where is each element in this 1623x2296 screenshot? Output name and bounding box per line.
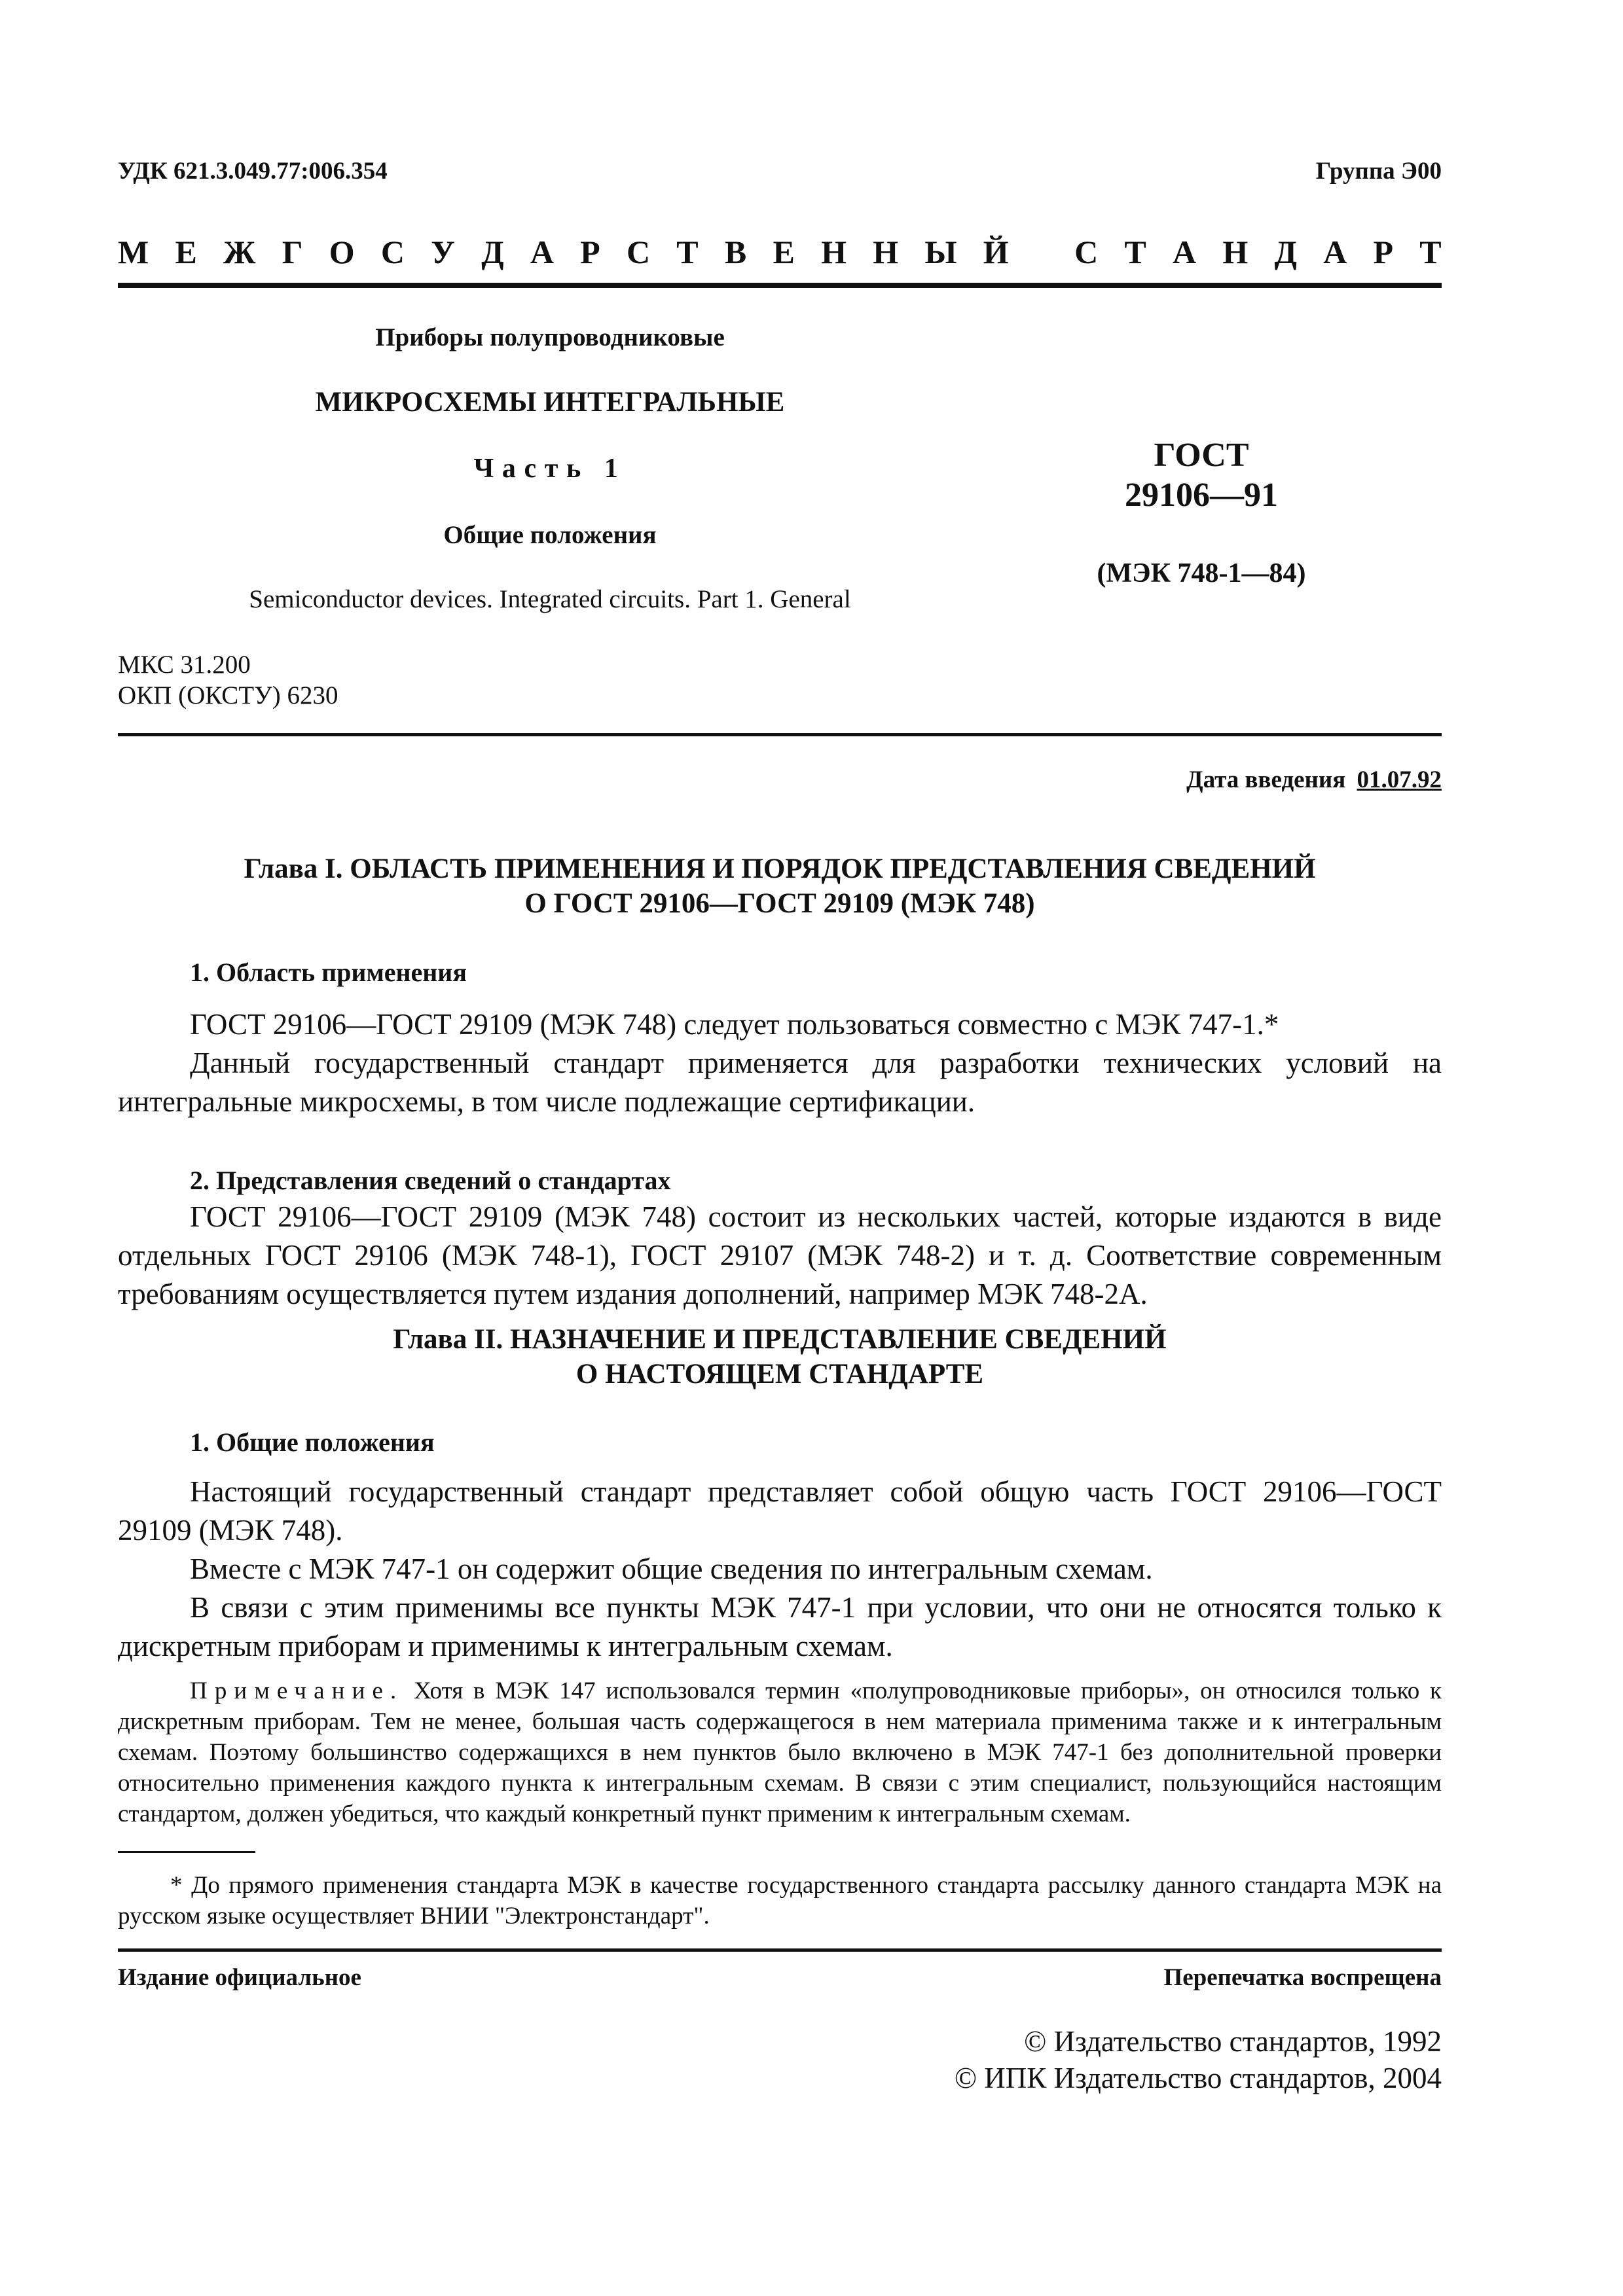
title-part: Часть 1 — [473, 454, 627, 484]
banner-letter: Й — [983, 234, 1009, 270]
title-line-4: Общие положения — [443, 521, 657, 549]
interstate-standard-banner — [118, 233, 1442, 272]
banner-letter: Р — [1373, 234, 1394, 270]
banner-letter: О — [329, 234, 355, 270]
banner-letter: А — [1323, 234, 1347, 270]
intro-date-label: Дата введения — [1186, 766, 1346, 793]
intro-date — [1186, 766, 1442, 794]
banner-letter: С — [626, 234, 651, 270]
banner-letter: Т — [1419, 234, 1442, 270]
banner-letter: Ж — [223, 234, 256, 270]
title-line-1: Приборы полупроводниковые — [375, 323, 725, 351]
okp-code: ОКП (ОКСТУ) 6230 — [118, 681, 338, 709]
reprint-prohibited: Перепечатка воспрещена — [1163, 1964, 1442, 1991]
banner-letter: В — [724, 234, 747, 270]
codes-rule — [118, 733, 1442, 736]
banner-letter: А — [1173, 234, 1197, 270]
edition-official: Издание официальное — [118, 1964, 361, 1991]
chapter2-title-line2: О НАСТОЯЩЕМ СТАНДАРТЕ — [575, 1359, 984, 1390]
chapter2-section1-heading: 1. Общие положения — [190, 1427, 435, 1457]
banner-letter: Ы — [924, 234, 957, 270]
chapter1-section2-heading: 2. Представления сведений о стандартах — [190, 1166, 671, 1195]
banner-letter: Н — [1222, 234, 1249, 270]
chapter1-title-line2: О ГОСТ 29106—ГОСТ 29109 (МЭК 748) — [524, 888, 1035, 919]
banner-letter: А — [530, 234, 554, 270]
note-text: Хотя в МЭК 147 использовался термин «полупроводниковые приборы», он относился только к дискретным приборам. Тем не менее, большая часть содержащегося в нем материала применима также и к интегральным схемам. Поэтому большинство содержащихся в нем пунктов было включено в МЭК 747-1 без дополнительной проверки относительно применения каждого пункта к интегральным схемам. В связи с этим специалист, пользующийся настоящим стандартом, должен убедиться, что каждый конкретный пункт применим к интегральным схемам. — [118, 1677, 1442, 1827]
banner-letter: Н — [873, 234, 899, 270]
note-label: Примечание. — [190, 1677, 404, 1704]
banner-letter: Т — [1124, 234, 1146, 270]
banner-letter: Т — [676, 234, 699, 270]
copyright-1992: © Издательство стандартов, 1992 — [1024, 2025, 1442, 2058]
chapter2-p2: Вместе с МЭК 747-1 он содержит общие сведения по интегральным схемам. — [190, 1552, 1153, 1585]
mks-code: МКС 31.200 — [118, 651, 251, 679]
footer-rule — [118, 1948, 1442, 1952]
chapter1-section2-p1: ГОСТ 29106—ГОСТ 29109 (МЭК 748) состоит из нескольких частей, которые издаются в виде отдельных ГОСТ 29106 (МЭК 748-1), ГОСТ 29107 (МЭК 748-2) и т. д. Соответствие современным требованиям осуществляется путем издания дополнений, например МЭК 748-2А. — [118, 1200, 1442, 1310]
gost-number: 29106—91 — [1125, 476, 1278, 514]
banner-letter: С — [380, 234, 405, 270]
udk-code: УДК 621.3.049.77:006.354 — [118, 158, 388, 185]
chapter1-section1-p2: Данный государственный стандарт применяется для разработки технических условий на интегральные микросхемы, в том числе подлежащие сертификации. — [118, 1047, 1442, 1118]
title-line-2: МИКРОСХЕМЫ ИНТЕГРАЛЬНЫЕ — [315, 387, 785, 418]
footnote-rule — [118, 1851, 255, 1853]
iec-designation: (МЭК 748-1—84) — [1097, 558, 1306, 588]
footnote: * До прямого применения стандарта МЭК в качестве государственного стандарта рассылку данного стандарта МЭК на русском языке осуществляет ВНИИ "Электронстандарт". — [118, 1872, 1442, 1929]
banner-letter: Д — [1274, 234, 1297, 270]
banner-letter: Р — [580, 234, 600, 270]
banner-letter: Е — [773, 234, 795, 270]
banner-letter: С — [1074, 234, 1099, 270]
group-code: Группа Э00 — [1315, 158, 1442, 185]
intro-date-value: 01.07.92 — [1357, 766, 1442, 793]
banner-letter: У — [431, 234, 455, 270]
chapter1-section1-p1: ГОСТ 29106—ГОСТ 29109 (МЭК 748) следует пользоваться совместно с МЭК 747-1.* — [190, 1008, 1279, 1041]
banner-letter — [1035, 233, 1048, 272]
banner-letter: Н — [821, 234, 847, 270]
banner-letter: Е — [175, 234, 197, 270]
chapter2-p3: В связи с этим применимы все пункты МЭК 747-1 при условии, что они не относятся только к дискретным приборам и применимы к интегральным схемам. — [118, 1591, 1442, 1662]
gost-label: ГОСТ — [1154, 437, 1249, 474]
banner-letter: Д — [481, 234, 504, 270]
chapter1-title-line1: Глава I. ОБЛАСТЬ ПРИМЕНЕНИЯ И ПОРЯДОК ПРЕДСТАВЛЕНИЯ СВЕДЕНИЙ — [244, 853, 1316, 884]
banner-rule — [118, 283, 1442, 288]
banner-letter: Г — [282, 234, 303, 270]
banner-letter: М — [118, 234, 149, 270]
chapter1-section1-heading: 1. Область применения — [190, 958, 467, 987]
title-english: Semiconductor devices. Integrated circuits. Part 1. General — [249, 585, 851, 613]
chapter2-p1: Настоящий государственный стандарт представляет собой общую часть ГОСТ 29106—ГОСТ 29109 (МЭК 748). — [118, 1475, 1442, 1547]
copyright-2004: © ИПК Издательство стандартов, 2004 — [954, 2062, 1442, 2094]
chapter2-title-line1: Глава II. НАЗНАЧЕНИЕ И ПРЕДСТАВЛЕНИЕ СВЕДЕНИЙ — [393, 1324, 1167, 1355]
chapter2-note — [118, 1676, 1442, 1829]
